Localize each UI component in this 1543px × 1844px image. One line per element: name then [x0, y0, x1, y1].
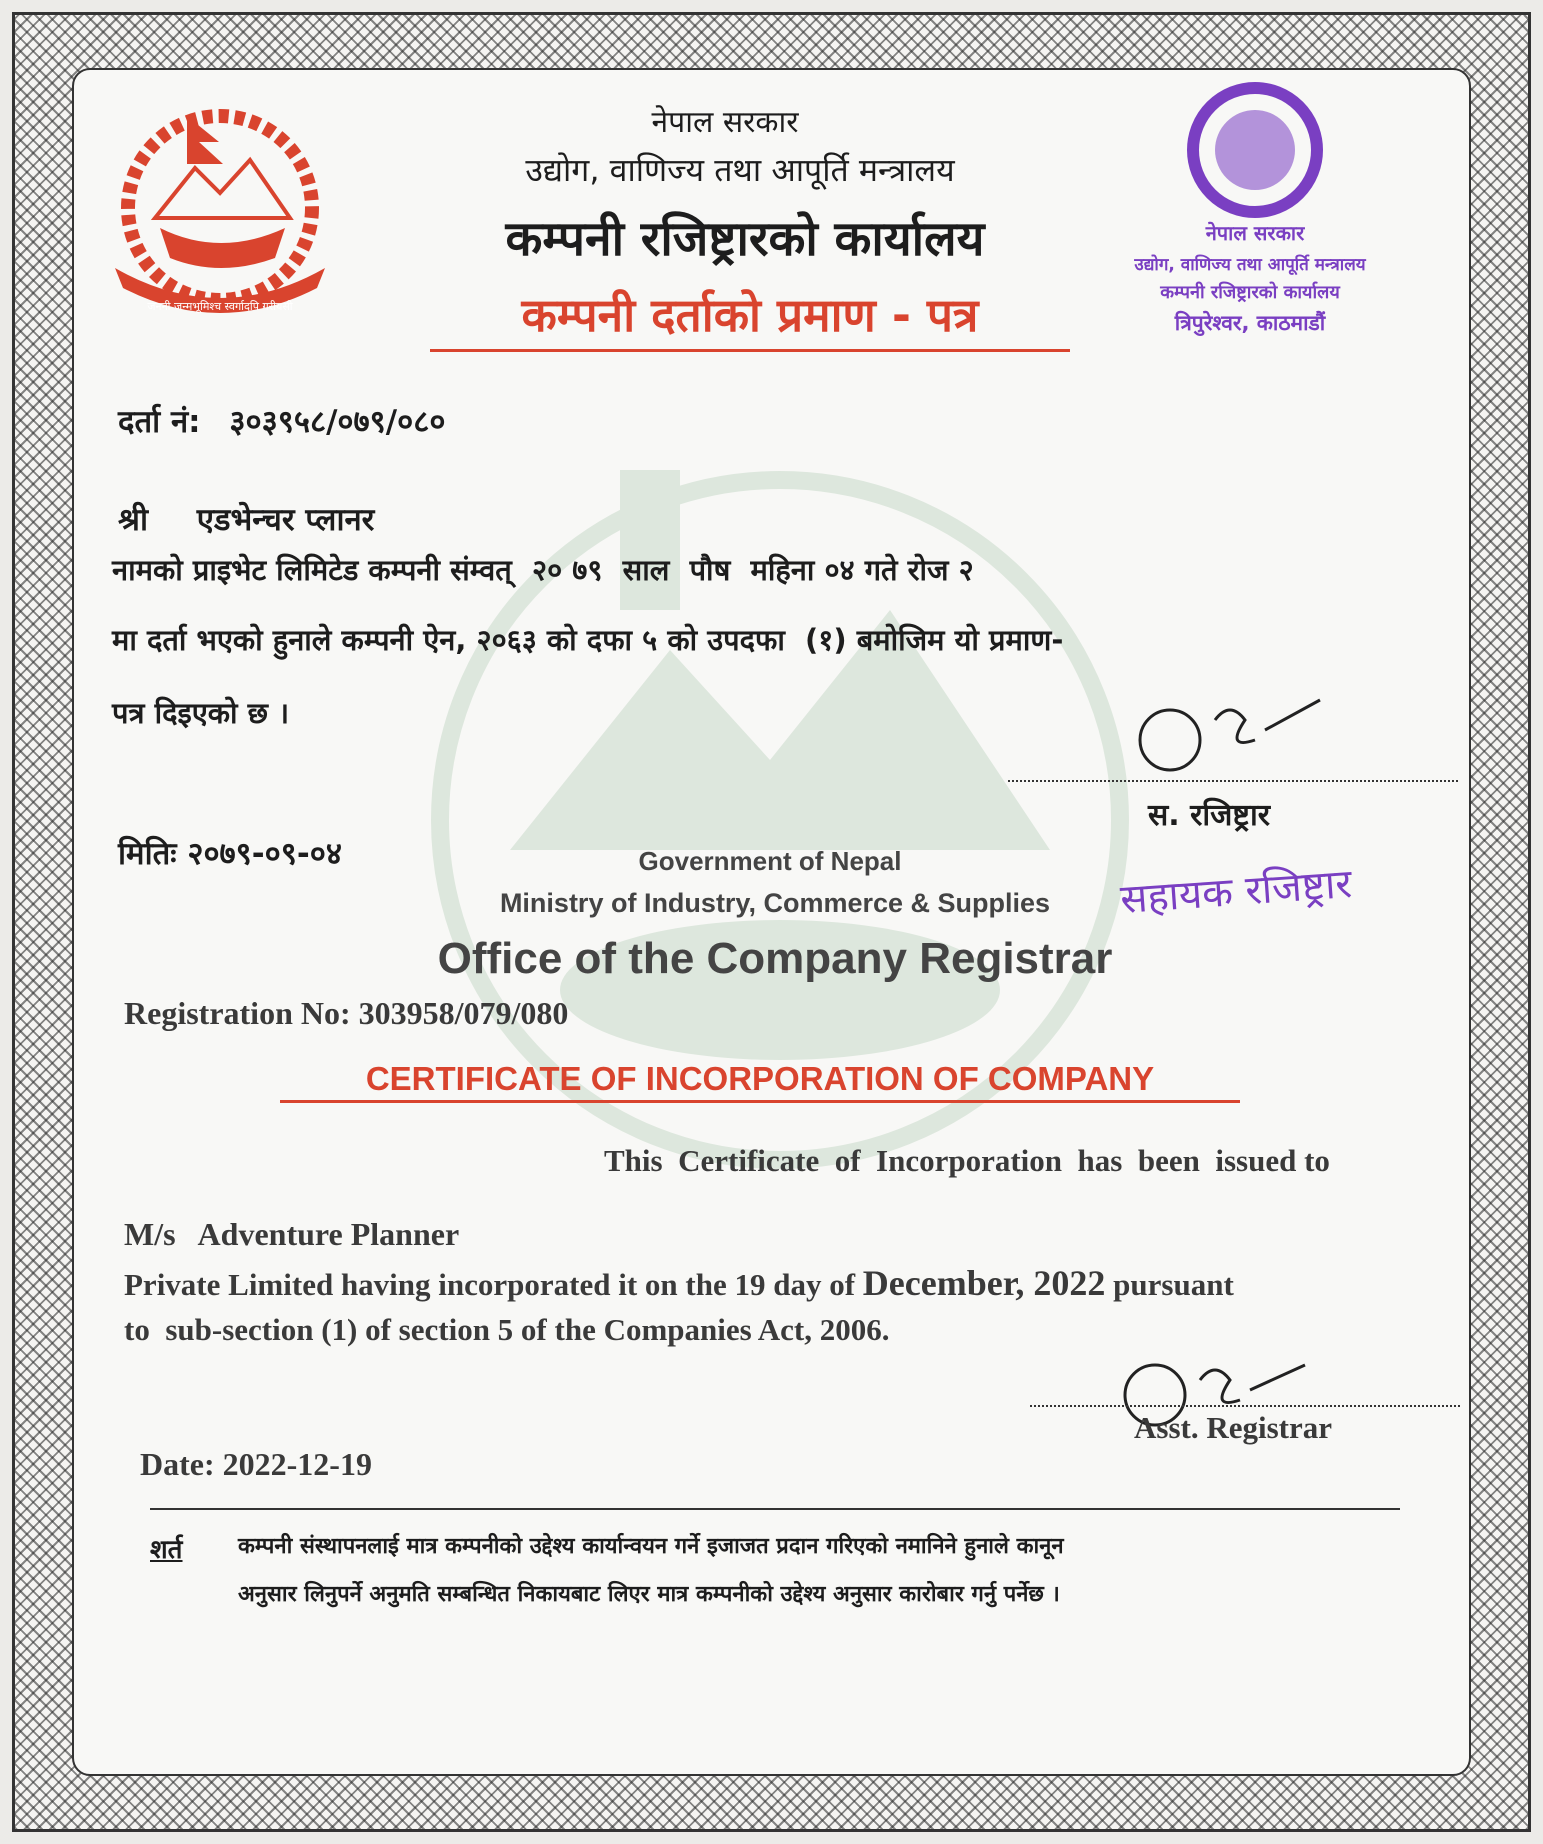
body-en-line0: This Certificate of Incorporation has been issued to	[604, 1143, 1330, 1178]
condition-divider	[150, 1508, 1400, 1510]
signature-np	[1125, 670, 1325, 780]
nepal-emblem-logo	[95, 98, 345, 328]
reg-en: Registration No: 303958/079/080	[124, 995, 569, 1031]
office-stamp	[1090, 80, 1390, 360]
header-en-line3: Office of the Company Registrar	[437, 934, 1113, 983]
stamp-line2: उद्योग, वाणिज्य तथा आपूर्ति मन्त्रालय	[1134, 255, 1366, 275]
reg-np-value: ३०३९५८/०७९/०८०	[229, 404, 446, 440]
body-en-line1b: December, 2022	[862, 1263, 1106, 1303]
body-np-line1: नामको प्राइभेट लिमिटेड कम्पनी संम्वत् २० ७९ साल पौष महिना ०४ गते रोज २	[112, 553, 974, 587]
sign-np-title: स. रजिष्ट्रार	[1148, 798, 1270, 833]
header-np-title: कम्पनी दर्ताको प्रमाण - पत्र	[430, 283, 1070, 352]
body-en-line2: to sub-section (1) of section 5 of the Companies Act, 2006.	[124, 1312, 890, 1347]
sign-np-stamp: सहायक रजिष्ट्रार	[1118, 860, 1354, 924]
body-np-shree: श्री	[118, 502, 148, 538]
sign-en-title: Asst. Registrar	[1134, 1410, 1333, 1445]
header-np-line3: कम्पनी रजिष्ट्रारको कार्यालय	[505, 211, 985, 267]
emblem-motto: जननी जन्मभूमिश्च स्वर्गादपि गरीयसी	[147, 300, 293, 313]
body-en-line1a: Private Limited having incorporated it on the 19 day of	[124, 1267, 856, 1302]
condition-label: शर्त	[150, 1535, 183, 1565]
header-en-line1: Government of Nepal	[638, 846, 902, 876]
condition-line2: अनुसार लिनुपर्ने अनुमति सम्बन्धित निकायबाट लिएर मात्र कम्पनीको उद्देश्य अनुसार कारोबार गर्नु पर्नेछ ।	[238, 1582, 1060, 1607]
body-np-line2: मा दर्ता भएको हुनाले कम्पनी ऐन, २०६३ को दफा ५ को उपदफा (१) बमोजिम यो प्रमाण-	[112, 623, 1064, 657]
header-np-line2: उद्योग, वाणिज्य तथा आपूर्ति मन्त्रालय	[525, 151, 955, 189]
body-en-company-name: Adventure Planner	[197, 1216, 460, 1252]
stamp-line3: कम्पनी रजिष्ट्रारको कार्यालय	[1160, 282, 1340, 303]
header-en-line2: Ministry of Industry, Commerce & Supplies	[499, 888, 1051, 918]
body-en-ms: M/s	[124, 1216, 176, 1252]
body-np-line3: पत्र दिइएको छ ।	[112, 696, 290, 730]
condition-line1: कम्पनी संस्थापनलाई मात्र कम्पनीको उद्देश्य कार्यान्वयन गर्ने इजाजत प्रदान गरिएको नमानिने हुनाले कानून	[238, 1534, 1064, 1559]
date-en: Date: 2022-12-19	[140, 1446, 372, 1482]
body-np-company-name: एडभेन्चर प्लानर	[196, 502, 375, 538]
stamp-line1: नेपाल सरकार	[1205, 221, 1305, 245]
body-np-company	[118, 498, 374, 540]
reg-np	[118, 400, 445, 442]
body-en-line1	[124, 1262, 1234, 1304]
body-en-line1c: pursuant	[1113, 1267, 1234, 1302]
signature-line-en	[1030, 1405, 1460, 1407]
signature-line-np	[1008, 780, 1458, 782]
body-en-company	[124, 1216, 459, 1253]
date-np: मितिः २०७९-०९-०४	[118, 836, 343, 872]
reg-np-label: दर्ता नं:	[118, 404, 201, 440]
cert-title: CERTIFICATE OF INCORPORATION OF COMPANY	[280, 1060, 1240, 1103]
header-np-line1: नेपाल सरकार	[651, 105, 799, 140]
stamp-line4: त्रिपुरेश्वर, काठमाडौं	[1174, 311, 1326, 335]
